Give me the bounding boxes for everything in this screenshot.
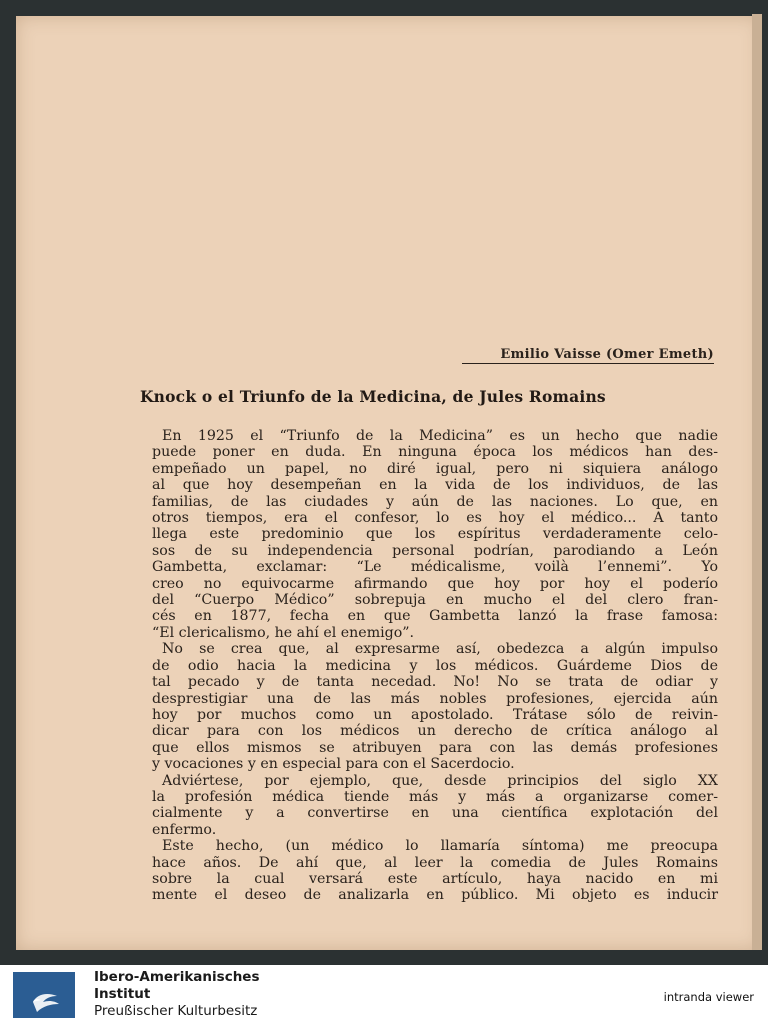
text-line: la profesión médica tiende más y más a organizarse comer- [152,788,718,805]
text-line: creo no equivocarme afirmando que hoy por hoy el poderío [152,575,718,592]
text-line: y vocaciones y en especial para con el Sacerdocio. [152,756,515,773]
text-line: Este hecho, (un médico lo llamaría síntoma) me preocupa [162,838,718,855]
text-line: al que hoy desempeñan en la vida de los individuos, de las [152,477,718,494]
institution-line1: Ibero-Amerikanisches [94,969,260,985]
institution-name [94,969,260,1020]
text-line: sobre la cual versará este artículo, haya nacido en mi [152,870,718,887]
article-body [152,428,718,904]
text-line: Gambetta, exclamar: “Le médicalisme, voilà l’ennemi”. Yo [152,559,718,576]
text-line: “El clericalismo, he ahí el enemigo”. [152,624,415,641]
text-line: tal pecado y de tanta necedad. No! No se trata de odiar y [152,674,718,691]
text-line: desprestigiar una de las más nobles profesiones, ejercida aún [152,690,718,707]
bird-logo-icon[interactable] [13,972,75,1018]
text-line: llega este predominio que los espíritus verdaderamente celo- [152,526,718,543]
text-line: cés en 1877, fecha en que Gambetta lanzó la frase famosa: [152,608,718,625]
footer-bar [0,965,768,1024]
text-line: sos de su independencia personal podrían, parodiando a León [152,542,718,559]
institution-line3: Preußischer Kulturbesitz [94,1003,258,1019]
text-line: En 1925 el “Triunfo de la Medicina” es un hecho que nadie [162,428,718,444]
viewer-label[interactable]: intranda viewer [663,990,754,1004]
text-line: No se crea que, al expresarme así, obedezca a algún impulso [162,641,718,658]
text-line: otros tiempos, era el confesor, lo es hoy el médico... A tanto [152,510,718,527]
text-line: mente el deseo de analizarla en público. Mi objeto es inducir [152,887,718,904]
text-line: hace años. De ahí que, al leer la comedia de Jules Romains [152,854,718,871]
text-line: cialmente y a convertirse en una científica explotación del [152,805,718,822]
institution-line2: Institut [94,986,151,1002]
scanned-page [16,16,760,950]
text-line: enfermo. [152,821,217,838]
article-author: Emilio Vaisse (Omer Emeth) [462,347,714,364]
text-line: familias, de las ciudades y aún de las naciones. Lo que, en [152,493,718,510]
article-title: Knock o el Triunfo de la Medicina, de Jules Romains [140,387,606,406]
text-line: dicar para con los médicos un derecho de crítica análogo al [152,723,718,740]
text-line: de odio hacia la medicina y los médicos. Guárdeme Dios de [152,657,718,674]
text-line: que ellos mismos se atribuyen para con las demás profesiones [152,739,718,756]
text-line: del “Cuerpo Médico” sobrepuja en mucho el del clero fran- [152,592,718,609]
page-edge [752,14,762,950]
text-line: puede poner en duda. En ninguna época los médicos han des- [152,444,718,461]
text-line: Adviértese, por ejemplo, que, desde principios del siglo XX [162,772,718,789]
text-line: empeñado un papel, no diré igual, pero ni siquiera análogo [152,460,718,477]
text-line: hoy por muchos como un apostolado. Trátase sólo de reivin- [152,706,718,723]
